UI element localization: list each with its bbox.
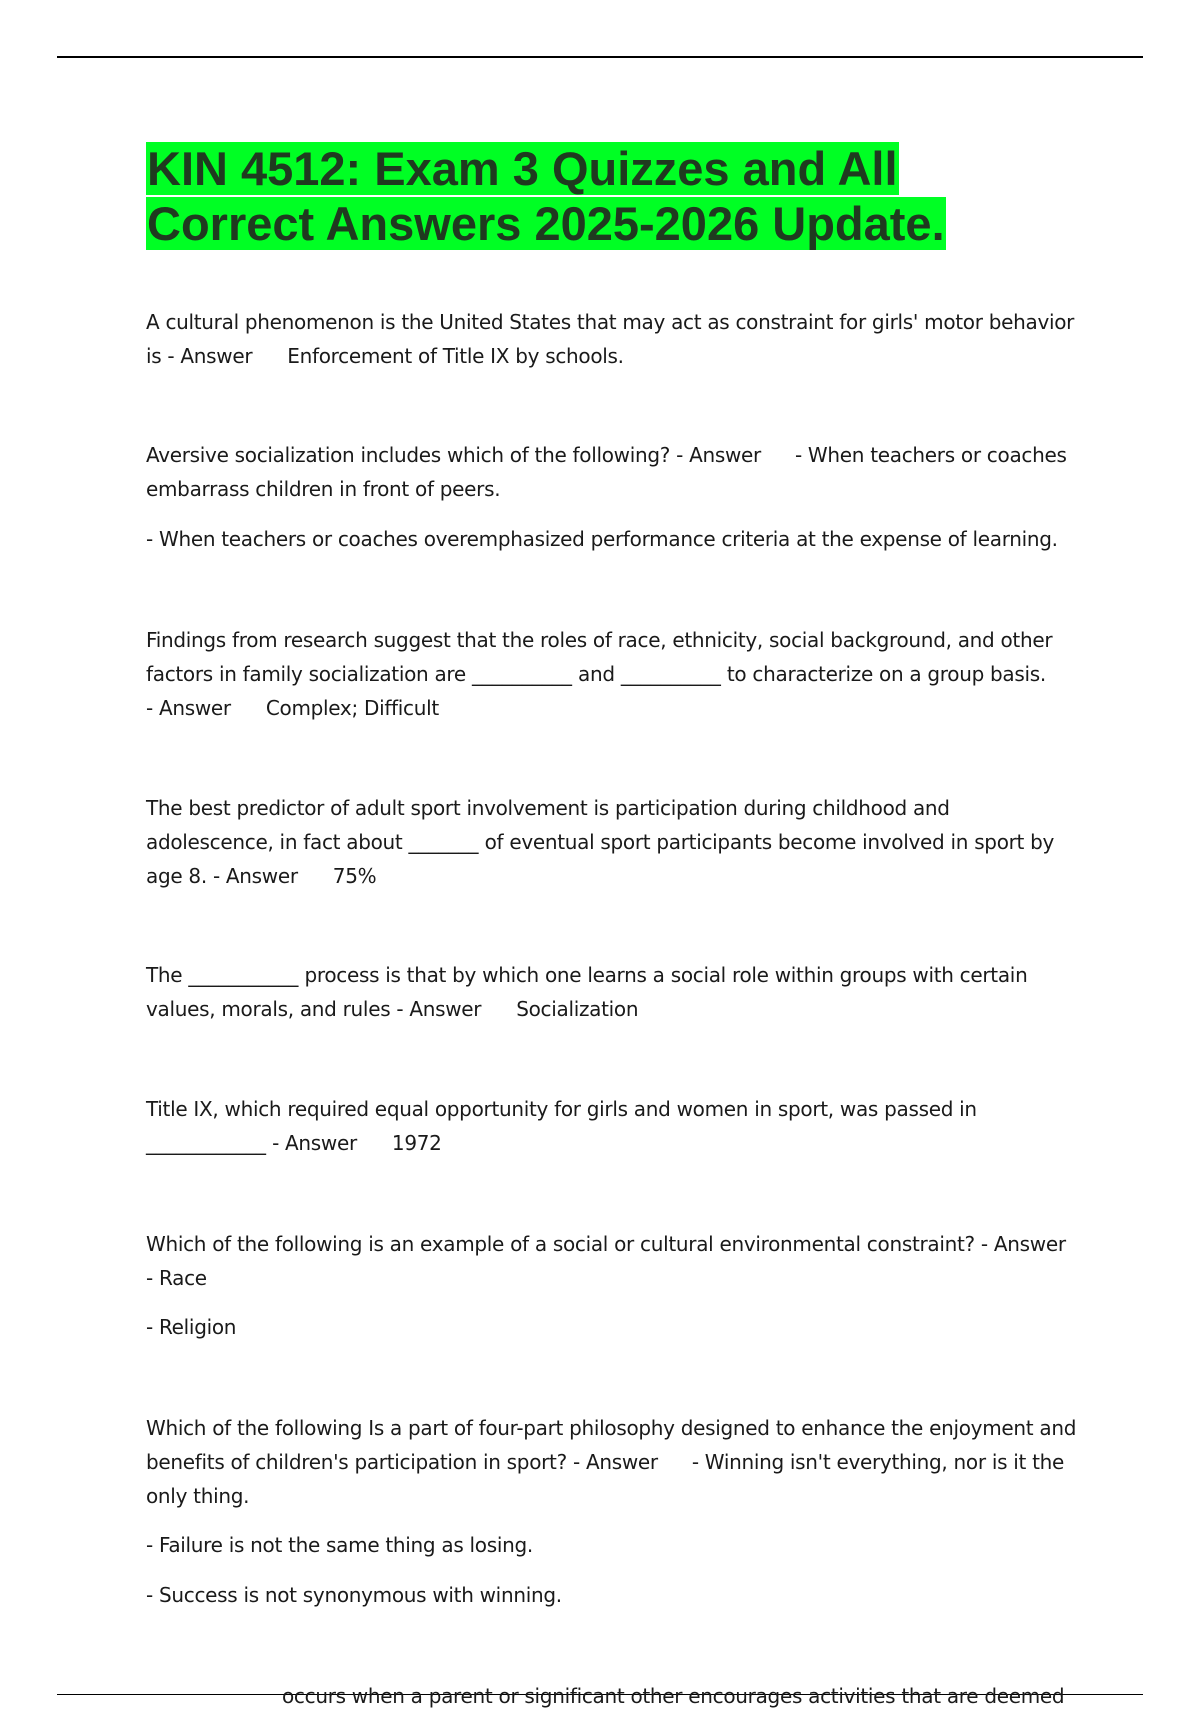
question-3-line-2a: factors in family socialization are	[146, 662, 466, 686]
question-4-line-3: age 8. - Answer	[146, 864, 298, 888]
answer-8-part-2: only thing.	[146, 1484, 250, 1508]
question-2-line-1: Aversive socialization includes which of the following? - Answer	[146, 443, 761, 467]
question-8-line-1: Which of the following Is a part of four-part philosophy designed to enhance the enjoyment and	[146, 1416, 1077, 1440]
blank-6: ____________	[146, 1131, 266, 1155]
answer-7: - Race	[146, 1266, 207, 1290]
question-9-partial: occurs when a parent or significant other encourages activities that are deemed	[282, 1684, 1065, 1708]
question-7	[146, 1227, 1096, 1295]
question-4-line-2a: adolescence, in fact about	[146, 830, 403, 854]
question-2	[146, 438, 1096, 506]
document-title	[146, 141, 946, 251]
question-5-line-1a: The	[146, 963, 183, 987]
question-3-line-3: - Answer	[146, 696, 231, 720]
answer-3: Complex; Difficult	[265, 696, 439, 720]
answer-1: Enforcement of Title IX by schools.	[287, 344, 624, 368]
question-5	[146, 958, 1096, 1026]
title-line-1: KIN 4512: Exam 3 Quizzes and All	[147, 142, 898, 195]
question-4-line-2b: of eventual sport participants become involved in sport by	[484, 830, 1055, 854]
blank-3b: __________	[620, 662, 721, 686]
answer-7-extra: - Religion	[146, 1315, 237, 1339]
question-5-line-1b: process is that by which one learns a social role within groups with certain	[304, 963, 1028, 987]
answer-8-part-1: - Winning isn't everything, nor is it the	[691, 1450, 1065, 1474]
blank-4: _______	[408, 830, 479, 854]
question-1	[146, 305, 1096, 373]
answer-2-part-2: embarrass children in front of peers.	[146, 477, 501, 501]
answer-2-extra: - When teachers or coaches overemphasized performance criteria at the expense of learning.	[146, 527, 1058, 551]
question-6-line-2: - Answer	[272, 1131, 357, 1155]
question-6	[146, 1092, 1096, 1160]
answer-6: 1972	[391, 1131, 442, 1155]
top-rule	[57, 56, 1143, 58]
question-3-line-2b: and	[578, 662, 615, 686]
question-3-line-1: Findings from research suggest that the roles of race, ethnicity, social background, and other	[146, 628, 1053, 652]
answer-8-extra-2: - Success is not synonymous with winning.	[146, 1583, 562, 1607]
answer-2-part-1: - When teachers or coaches	[794, 443, 1067, 467]
question-3	[146, 623, 1096, 725]
title-line-2: Correct Answers 2025-2026 Update.	[147, 197, 945, 250]
question-3-line-2c: to characterize on a group basis.	[726, 662, 1046, 686]
question-8-line-2: benefits of children's participation in sport? - Answer	[146, 1450, 658, 1474]
question-5-line-2: values, morals, and rules - Answer	[146, 997, 482, 1021]
answer-8-extra-1: - Failure is not the same thing as losing.	[146, 1533, 533, 1557]
question-8	[146, 1411, 1096, 1513]
question-1-line-2: is - Answer	[146, 344, 253, 368]
blank-3a: __________	[471, 662, 572, 686]
question-4	[146, 791, 1096, 893]
blank-5: ___________	[188, 963, 299, 987]
answer-5: Socialization	[516, 997, 639, 1021]
question-4-line-1: The best predictor of adult sport involvement is participation during childhood and	[146, 796, 950, 820]
question-6-line-1: Title IX, which required equal opportunity for girls and women in sport, was passed in	[146, 1097, 977, 1121]
question-1-line-1: A cultural phenomenon is the United States that may act as constraint for girls' motor behavior	[146, 310, 1075, 334]
question-7-line-1: Which of the following is an example of a social or cultural environmental constraint? - Answer	[146, 1232, 1066, 1256]
answer-4: 75%	[332, 864, 377, 888]
